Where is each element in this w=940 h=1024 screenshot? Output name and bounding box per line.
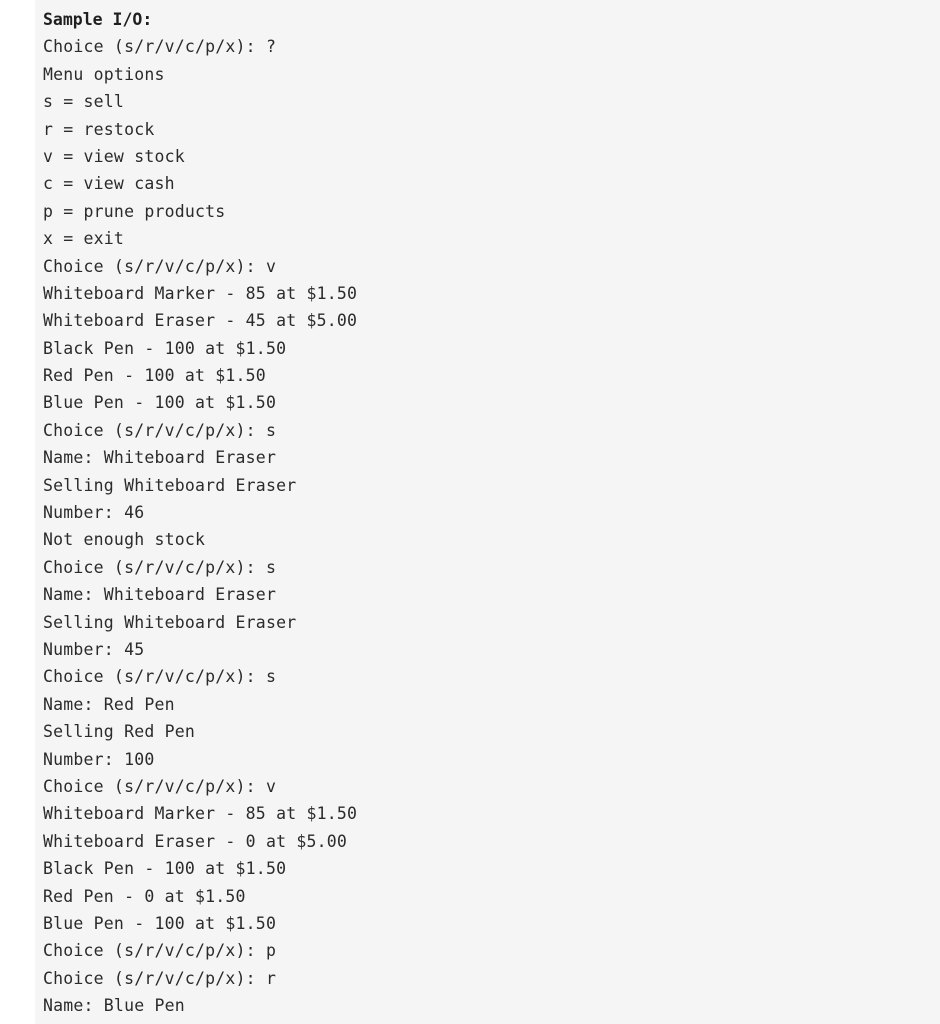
io-line: r = restock [43,119,155,139]
io-line: Blue Pen - 100 at $1.50 [43,393,277,413]
io-line: Name: Blue Pen [43,996,185,1016]
io-line: Number: 46 [43,503,145,523]
io-line: Selling Red Pen [43,722,196,742]
io-line: Black Pen - 100 at $1.50 [43,338,287,358]
io-line: Number: 100 [43,749,155,769]
io-line: Whiteboard Marker - 85 at $1.50 [43,283,358,303]
io-line: Red Pen - 0 at $1.50 [43,886,246,906]
io-line: Red Pen - 100 at $1.50 [43,366,266,386]
io-line: s = sell [43,92,125,112]
sample-io-heading: Sample I/O: [43,10,153,29]
sample-io-block [35,0,940,1024]
io-line: c = view cash [43,174,175,194]
io-line: p = prune products [43,201,226,221]
io-line: x = exit [43,229,125,249]
io-line: Name: Whiteboard Eraser [43,448,277,468]
io-line: Choice (s/r/v/c/p/x): r [43,968,277,988]
io-line: Choice (s/r/v/c/p/x): s [43,667,277,687]
io-line: Selling Whiteboard Eraser [43,612,297,632]
io-line: Not enough stock [43,530,206,550]
io-line: Whiteboard Eraser - 45 at $5.00 [43,311,358,331]
io-line: v = view stock [43,146,185,166]
io-line: Name: Whiteboard Eraser [43,585,277,605]
io-line: Choice (s/r/v/c/p/x): v [43,256,277,276]
io-line: Selling Whiteboard Eraser [43,475,297,495]
io-line: Choice (s/r/v/c/p/x): s [43,420,277,440]
io-line: Number: 45 [43,639,145,659]
io-line: Black Pen - 100 at $1.50 [43,859,287,879]
io-line: Choice (s/r/v/c/p/x): p [43,941,277,961]
io-line: Whiteboard Eraser - 0 at $5.00 [43,831,348,851]
io-line: Choice (s/r/v/c/p/x): s [43,557,277,577]
io-line: Choice (s/r/v/c/p/x): v [43,776,277,796]
io-line: Blue Pen - 100 at $1.50 [43,913,277,933]
io-line: Menu options [43,64,165,84]
io-line: Whiteboard Marker - 85 at $1.50 [43,804,358,824]
io-line-list [43,33,940,1019]
io-line: Choice (s/r/v/c/p/x): ? [43,37,277,57]
io-line: Name: Red Pen [43,694,175,714]
